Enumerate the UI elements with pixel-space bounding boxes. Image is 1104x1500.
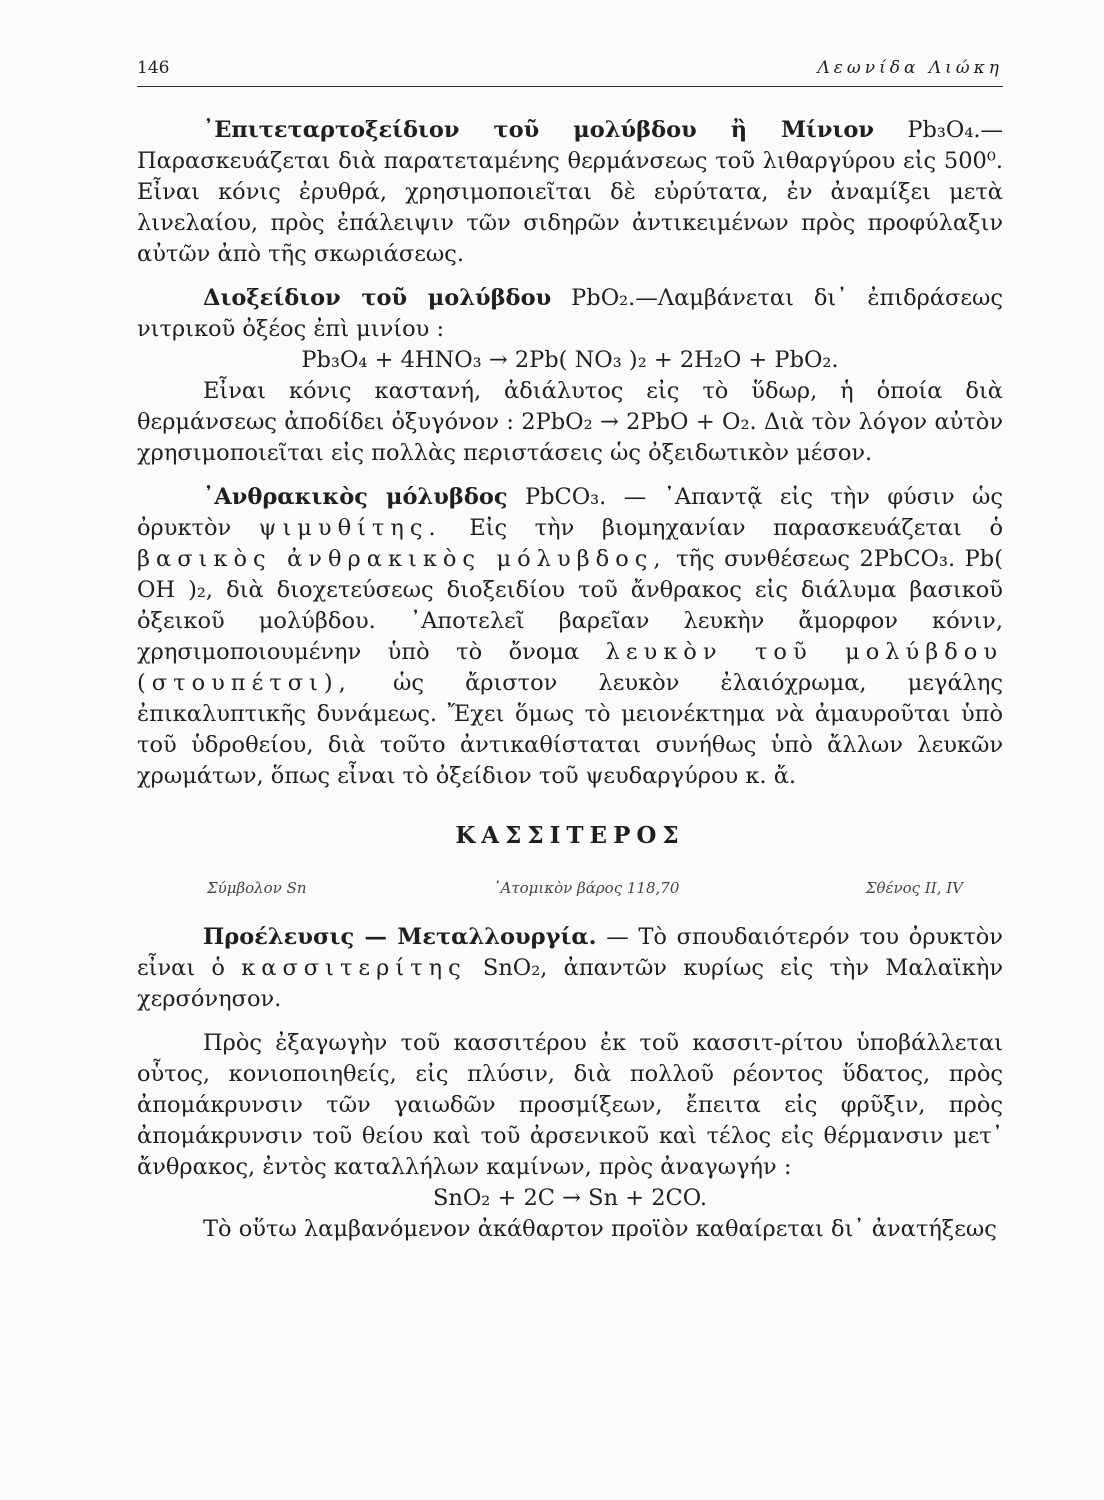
carbonate-text-1: — ᾿Απαντᾷ εἰς τὴν φύσιν ὡς ὀρυκτὸν bbox=[137, 484, 1003, 541]
paragraph-tin-last: Τὸ οὕτω λαμβανόμενον ἀκάθαρτον προϊὸν καθαίρεται δι᾿ ἀνατήξεως bbox=[203, 1216, 997, 1242]
body-text bbox=[137, 115, 1003, 1245]
tin-origin-title: Προέλευσις — Μεταλλουργία. bbox=[203, 924, 597, 950]
page bbox=[137, 58, 1003, 1245]
carbonate-basic-name: βασικὸς ἀνθρακικὸς μόλυβδος, bbox=[137, 546, 667, 572]
carbonate-text-3: τῆς συνθέσεως 2PbCO₃. Pb( OH )₂, διὰ διοχετεύσεως διοξειδίου τοῦ ἄνθρακος εἰς διάλυμα βασικοῦ ὀξεικοῦ μολύβδου. ᾿Αποτελεῖ βαρεῖαν λευκὴν ἄμορφον κόνιν, χρησιμοποιουμένην ὑπὸ τὸ ὄνομα bbox=[137, 546, 1003, 665]
carbonate-mineral: ψιμυθίτης. bbox=[258, 515, 442, 541]
tin-atomic-weight: ᾿Ατομικὸν βάρος 118,70 bbox=[493, 879, 680, 897]
paragraph-tin-origin bbox=[137, 922, 1003, 1015]
carbonate-formula: PbCO₃. bbox=[524, 484, 607, 510]
minium-title: ᾿Επιτεταρτοξείδιον τοῦ μολύβδου ἢ Μίνιον bbox=[203, 117, 874, 143]
paragraph-dioxide bbox=[137, 283, 1003, 345]
equation-dioxide: Pb₃O₄ + 4HNO₃ → 2Pb( NO₃ )₂ + 2H₂O + PbO₂. bbox=[301, 347, 839, 373]
paragraph-minium bbox=[137, 115, 1003, 270]
equation-tin: SnO₂ + 2C → Sn + 2CO. bbox=[432, 1185, 708, 1211]
carbonate-text-4: ὡς ἄριστον λευκὸν ἐλαιόχρωμα, μεγάλης ἐπικαλυπτικῆς δυνάμεως. Ἔχει ὅμως τὸ μειονέκτημα νὰ ἀμαυροῦται ὑπὸ τοῦ ὑδροθείου, διὰ τοῦτο ἀντικαθίσταται συνήθως ὑπὸ ἄλλων λευκῶν χρωμάτων, ὅπως εἶναι τὸ ὀξείδιον τοῦ ψευδαργύρου κ. ἄ. bbox=[137, 670, 1003, 789]
paragraph-carbonate bbox=[137, 482, 1003, 792]
tin-valence: Σθένος II, IV bbox=[865, 879, 963, 897]
dioxide-title: Διοξείδιον τοῦ μολύβδου bbox=[203, 285, 552, 311]
tin-symbol: Σύμβολον Sn bbox=[207, 879, 307, 897]
minium-formula: Pb₃O₄. bbox=[907, 117, 981, 143]
section-heading-tin: ΚΑΣΣΙΤΕΡΟΣ bbox=[455, 822, 685, 849]
page-number: 146 bbox=[137, 58, 170, 78]
minium-text: — Παρασκευάζεται διὰ παρατεταμένης θερμάνσεως τοῦ λιθαργύρου εἰς 500⁰. Εἶναι κόνις ἐρυθρά, χρησιμοποιεῖται δὲ εὐρύτατα, ἐν ἀναμίξει μετὰ λινελαίου, πρὸς ἐπάλειψιν τῶν σιδηρῶν ἀντικειμένων πρὸς προφύλαξιν αὐτῶν ἀπὸ τῆς σκωριάσεως. bbox=[137, 117, 1003, 267]
running-header bbox=[137, 58, 1003, 87]
tin-origin-text-2: SnO₂, ἀπαντῶν κυρίως εἰς τὴν Μαλαϊκὴν χερσόνησον. bbox=[137, 955, 1004, 1012]
paragraph-tin-process: Πρὸς ἐξαγωγὴν τοῦ κασσιτέρου ἐκ τοῦ κασσιτ-ρίτου ὑποβάλλεται οὗτος, κονιοποιηθείς, εἰς πλύσιν, διὰ πολλοῦ ρέοντος ὕδατος, πρὸς ἀπομάκρυνσιν τῶν γαιωδῶν προσμίξεων, ἔπειτα εἰς φρῦξιν, πρὸς ἀπομάκρυνσιν τοῦ θείου καὶ τοῦ ἀρσενικοῦ καὶ τέλος εἰς θέρμανσιν μετ᾿ ἄνθρακος, ἐντὸς καταλλήλων καμίνων, πρὸς ἀναγωγήν : bbox=[137, 1030, 1003, 1180]
tin-mineral: κασσιτερίτης bbox=[241, 955, 467, 981]
carbonate-title: ᾿Ανθρακικὸς μόλυβδος bbox=[203, 484, 508, 510]
dioxide-formula: PbO₂. bbox=[571, 285, 636, 311]
carbonate-text-2: Εἰς τὴν βιομηχανίαν παρασκευάζεται ὁ bbox=[469, 515, 1003, 541]
dioxide-text: —Λαμβάνεται δι᾿ ἐπιδράσεως νιτρικοῦ ὀξέος ἐπὶ μινίου : bbox=[137, 285, 1004, 342]
tin-properties bbox=[137, 873, 1003, 904]
paragraph-dioxide-properties: Εἶναι κόνις καστανή, ἀδιάλυτος εἰς τὸ ὕδωρ, ἡ ὁποία διὰ θερμάνσεως ἀποδίδει ὀξυγόνον : 2PbO₂ → 2PbO + O₂. Διὰ τὸν λόγον αὐτὸν χρησιμοποιεῖται εἰς πολλὰς περιστάσεις ὡς ὀξειδωτικὸν μέσον. bbox=[137, 378, 1003, 466]
running-author: Λεωνίδα Λιώκη bbox=[817, 58, 1003, 78]
tin-origin-text-1: — Τὸ σπουδαιότερόν του ὀρυκτὸν εἶναι ὁ bbox=[137, 924, 1003, 981]
carbonate-white-lead: λευκὸν τοῦ μολύβδου (στουπέτσι), bbox=[137, 639, 1003, 696]
